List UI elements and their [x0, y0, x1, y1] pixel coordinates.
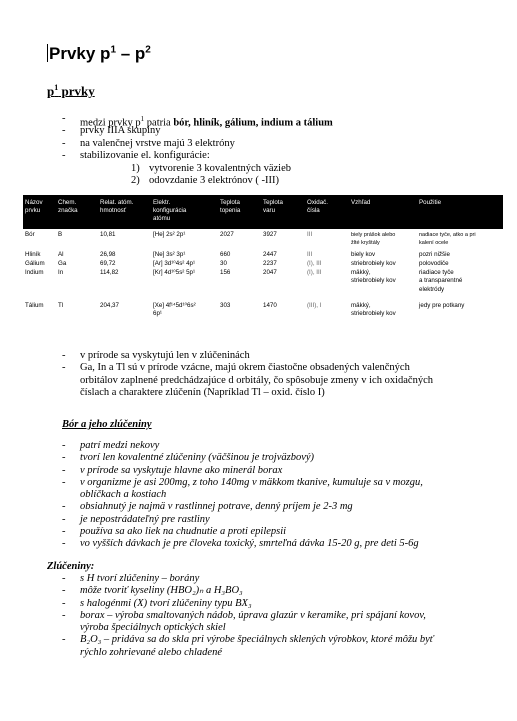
header-cell: Použitie: [419, 199, 442, 206]
header-cell: Elektr. konfigurácia atómu: [153, 199, 187, 222]
header-cell: Názov prvku: [25, 199, 43, 214]
header-cell: Chem. značka: [58, 199, 78, 214]
header-cell: Relat. atóm. hmotnosť: [100, 199, 134, 214]
text-cursor: [47, 44, 48, 62]
table-header: [23, 195, 503, 229]
header-cell: Vzhľad: [351, 199, 371, 206]
table-row: Indium In 114,82 [Kr] 4d¹⁰5s² 5p¹ 156 2047 (I), III mäkký, striebrobiely kov riadiace tyče a transparentné elektródy: [25, 269, 463, 293]
section-heading-p1: $p^1$ prvky: [47, 83, 95, 99]
section-heading-boron: Bór a jeho zlúčeniny: [62, 419, 152, 430]
table-row: Tálium Tl 204,37 [Xe] 4f¹⁴5d¹⁰6s² 6p¹ 303 1470 (III), I mäkký, striebrobiely kov jedy pre potkany: [25, 302, 465, 318]
document-page: Prvky $p^1 - p^2$ $p^1$ prvky - medzi prvky $p^1$ patria bór, hliník, gálium, indium a tálium - prvky IIIA skupiny - na valenčnej vrstve majú 3 elektróny - stabilizovanie el. konfigurácie: 1) vytvorenie 3 kovalentných väzieb 2) odovzdanie 3 elektrónov ( -III) Názov prvku Chem. značka Relat. atóm. hmotnosť Elektr. konfigurácia atómu Teplota topenia Teplota varu Oxidač. čísla Vzhľad Použitie Bór B 10,81 [He] 2s² 2p¹ 2027 3927 III biely prášok alebo žlté kryštály nadiace tyče, atko a pri kalení ocele Hliník Al 26,98 [Ne] 3s² 3p¹ 660 2447 III biely kov pozri nižšie Gálium Ga 69,72 [Ar] 3d¹⁰4s² 4p¹ 30 2237 (I), III striebrobiely kov polovodiče Indium In 114,82 [Kr] 4d¹⁰5s² 5p¹ 156 2047 (I), III mäkký, striebrobiely kov riadiace tyče a transparentné elektródy Tálium Tl 204,37 [Xe] 4f¹⁴5d¹⁰6s² 6p¹ 303 1470 (III), I mäkký, striebrobiely kov jedy pre potkany - v prírode sa vyskytujú len v zlúčeninách - Ga, In a Tl sú v prírode vzácne, majú okrem čiastočne obsadených valenčných orbitálov zaplnené predchádzajúce d orbitály, čo spôsobuje zmeny v ich oxidačných číslach a charaktere zlúčenín (Napríklad Tl – oxid. číslo I) Bór a jeho zlúčeniny - patrí medzi nekovy - tvorí len kovalentné zlúčeniny (väčšinou je trojväzbový) - v prírode sa vyskytuje hlavne ako minerál borax - v organizme je asi 200mg, z toho 140mg v mäkkom tkanive, kumuluje sa v mozgu, oblíčkach a kostiach - obsiahnutý je najmä v rastlinnej potrave, denný príjem je 2-3 mg - je nepostrádateľný pre rastliny - používa sa ako liek na chudnutie a proti epilepsii - vo vyšších dávkach je pre človeka toxický, smrteľná dávka 15-20 g, pre deti 5-6g Zlúčeniny: - s H tvorí zlúčeniny – borány - môže tvoriť kyseliny (HBO₂)ₙ a H₃BO₃ - s halogénmi (X) tvorí zlúčeniny typu BX₃ - borax – výroba smaltovaných nádob, úprava glazúr v keramike, pri spájaní kovov, výroba špeciálnych optických skiel - B₂O₃ – pridáva sa do skla pri výrobe špeciálnych sklených výrobkov, ktoré môžu byť rýchlo zohrievané alebo chladené: [0, 0, 517, 721]
page-title: Prvky $p^1 - p^2$: [49, 44, 151, 63]
table-row: Gálium Ga 69,72 [Ar] 3d¹⁰4s² 4p¹ 30 2237 (I), III striebrobiely kov polovodiče: [25, 260, 449, 267]
table-row: Bór B 10,81 [He] 2s² 2p¹ 2027 3927 III biely prášok alebo žlté kryštály nadiace tyče, atko a pri kalení ocele: [25, 231, 476, 247]
header-cell: Teplota topenia: [220, 199, 241, 214]
header-cell: Oxidač. čísla: [307, 199, 328, 214]
table-row: Hliník Al 26,98 [Ne] 3s² 3p¹ 660 2447 III biely kov pozri nižšie: [25, 251, 450, 258]
header-cell: Teplota varu: [263, 199, 283, 214]
elements-table: [23, 195, 503, 324]
section-heading-compounds: Zlúčeniny:: [47, 561, 95, 572]
